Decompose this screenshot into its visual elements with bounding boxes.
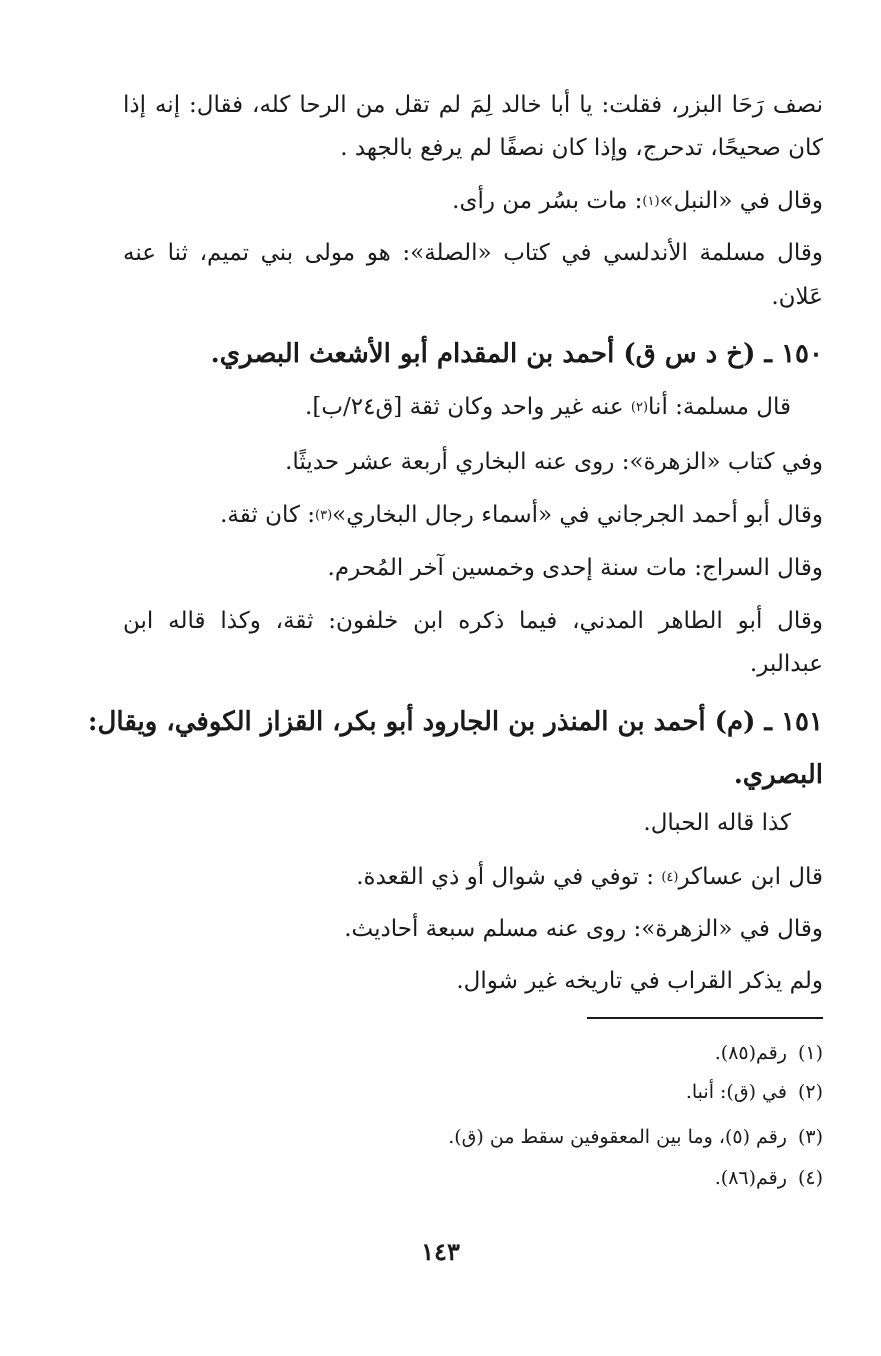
footnote-ref[interactable]: (١) <box>642 194 660 209</box>
footnote-item: (٤) رقم(٨٦). <box>714 1167 823 1189</box>
paragraph-line: عَلان. <box>771 284 823 310</box>
paragraph-line: وقال أبو الطاهر المدني، فيما ذكره ابن خلفون: ثقة، وكذا قاله ابن <box>123 608 823 634</box>
paragraph-line: عبدالبر. <box>749 651 823 677</box>
footnote-divider <box>587 1017 823 1019</box>
footnote-item: (٢) في (ق): أنبا. <box>685 1081 823 1103</box>
footnote-ref[interactable]: (٢) <box>630 400 649 415</box>
paragraph-line: وفي كتاب «الزهرة»: روى عنه البخاري أربعة عشر حديثًا. <box>285 449 823 475</box>
paragraph-line: قال مسلمة: أنا$^{(٢)}$ عنه غير واحد وكان ثقة [ق٢٤/ب]. <box>305 394 791 420</box>
paragraph-line: وقال مسلمة الأندلسي في كتاب «الصلة»: هو مولى بني تميم، ثنا عنه <box>123 240 823 266</box>
paragraph-line: كذا قاله الحبال. <box>643 810 791 836</box>
paragraph-line: وقال في «الزهرة»: روى عنه مسلم سبعة أحاديث. <box>344 916 823 942</box>
paragraph-line: ولم يذكر القراب في تاريخه غير شوال. <box>456 968 823 994</box>
paragraph-line: نصف رَحَا البزر، فقلت: يا أبا خالد لِمَ لم تقل من الرحا كله، فقال: إنه إذا <box>123 92 823 118</box>
paragraph-line: كان صحيحًا، تدحرج، وإذا كان نصفًا لم يرفع بالجهد . <box>340 135 823 161</box>
paragraph-line: وقال في «النبل»$^{(١)}$: مات بسُر من رأى. <box>452 188 823 214</box>
footnote-ref[interactable]: (٣) <box>315 508 333 523</box>
paragraph-line: وقال السراج: مات سنة إحدى وخمسين آخر المُحرم. <box>327 555 823 581</box>
page-number: ١٤٣ <box>421 1237 460 1266</box>
paragraph-line: وقال أبو أحمد الجرجاني في «أسماء رجال البخاري»$^{(٣)}$: كان ثقة. <box>220 502 823 528</box>
footnote-item: (١) رقم(٨٥). <box>714 1042 823 1064</box>
footnote-ref[interactable]: (٤) <box>661 870 679 885</box>
footnote-item: (٣) رقم (٥)، وما بين المعقوفين سقط من (ق). <box>448 1126 823 1148</box>
entry-heading-151: ١٥١ ـ (م) أحمد بن المنذر بن الجارود أبو بكر، القزاز الكوفي، ويقال: <box>87 707 823 737</box>
entry-heading-151-cont: البصري. <box>733 760 823 790</box>
entry-heading-150: ١٥٠ ـ (خ د س ق) أحمد بن المقدام أبو الأشعث البصري. <box>210 339 823 369</box>
paragraph-line: قال ابن عساكر$^{(٤)}$ : توفي في شوال أو ذي القعدة. <box>356 864 823 890</box>
